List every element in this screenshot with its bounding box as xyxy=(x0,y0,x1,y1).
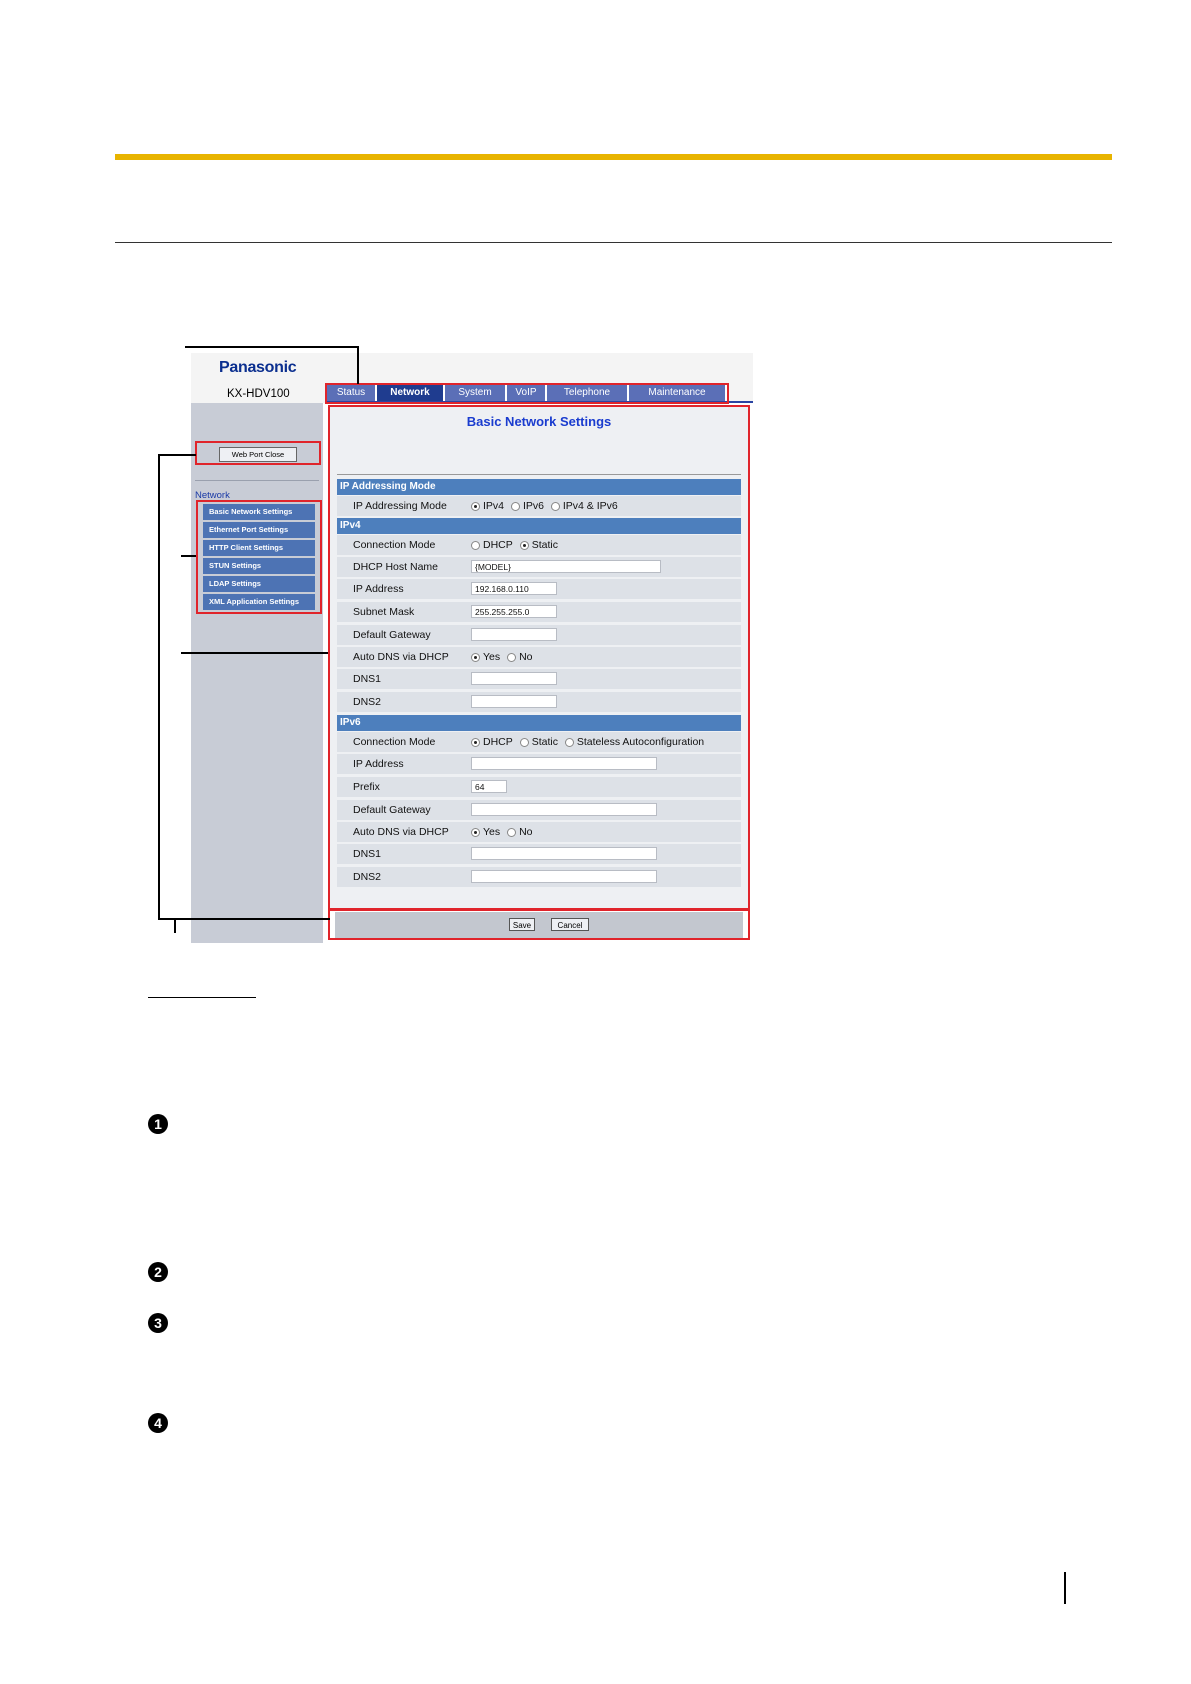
sidebar-divider xyxy=(195,480,319,481)
radio-label: Yes xyxy=(483,651,501,663)
field-label: IP Address xyxy=(353,583,404,595)
v4-subnet-mask-input[interactable]: 255.255.255.0 xyxy=(471,605,557,618)
web-port-close-button[interactable]: Web Port Close xyxy=(219,447,297,462)
sidebar-item-basic-network[interactable]: Basic Network Settings xyxy=(203,504,315,520)
sidebar-item-xml-application[interactable]: XML Application Settings xyxy=(203,594,315,610)
radio-label: DHCP xyxy=(483,736,513,748)
header-divider xyxy=(115,242,1112,243)
tab-system[interactable]: System xyxy=(445,385,507,401)
highlight-sidebar-menu xyxy=(196,500,322,614)
sidebar-item-ldap[interactable]: LDAP Settings xyxy=(203,576,315,592)
field-label: IP Addressing Mode xyxy=(353,500,447,512)
callout-number-1: 1 xyxy=(148,1114,168,1134)
tab-maintenance[interactable]: Maintenance xyxy=(629,385,727,401)
field-label: DNS2 xyxy=(353,871,382,883)
sidebar-item-ethernet-port[interactable]: Ethernet Port Settings xyxy=(203,522,315,538)
model-name: KX-HDV100 xyxy=(227,388,290,400)
highlight-action-bar xyxy=(328,909,750,940)
field-label: Auto DNS via DHCP xyxy=(353,651,449,663)
save-button[interactable]: Save xyxy=(509,918,535,931)
tab-voip[interactable]: VoIP xyxy=(507,385,547,401)
callout-number-4: 4 xyxy=(148,1413,168,1433)
highlight-tab-bar xyxy=(325,383,729,404)
leader-line-2 xyxy=(158,454,196,456)
field-label: Prefix xyxy=(353,781,380,793)
radio-label: Yes xyxy=(483,826,501,838)
sidebar xyxy=(191,403,323,943)
field-label: Connection Mode xyxy=(353,736,436,748)
radio-label: Static xyxy=(531,539,558,551)
v4-ip-address-input[interactable]: 192.168.0.110 xyxy=(471,582,557,595)
field-label: DNS1 xyxy=(353,848,382,860)
leader-line-4 xyxy=(158,918,330,920)
sidebar-item-http-client[interactable]: HTTP Client Settings xyxy=(203,540,315,556)
leader-line-settings xyxy=(181,652,328,654)
field-label: DNS2 xyxy=(353,696,382,708)
radio-label: IPv4 & IPv6 xyxy=(562,500,618,512)
v6-prefix-input[interactable]: 64 xyxy=(471,780,507,793)
v4-host-name-input[interactable]: {MODEL} xyxy=(471,560,661,573)
section-ipv4: IPv4 xyxy=(337,518,741,534)
leader-line-1 xyxy=(185,346,358,348)
tab-network[interactable]: Network xyxy=(377,385,445,401)
callout-number-2: 2 xyxy=(148,1262,168,1282)
leader-line-1-drop xyxy=(357,346,359,384)
section-short-rule xyxy=(148,997,256,998)
highlight-web-port-close xyxy=(195,441,321,465)
field-label: Auto DNS via DHCP xyxy=(353,826,449,838)
field-label: DNS1 xyxy=(353,673,382,685)
field-label: DHCP Host Name xyxy=(353,561,438,573)
field-label: IP Address xyxy=(353,758,404,770)
highlight-settings-area xyxy=(328,405,750,910)
header-yellow-rule xyxy=(115,154,1112,160)
leader-bracket xyxy=(158,454,160,920)
tab-status[interactable]: Status xyxy=(327,385,377,401)
leader-line-tick xyxy=(174,919,176,933)
cancel-button[interactable]: Cancel xyxy=(551,918,589,931)
leader-line-3 xyxy=(181,555,196,557)
radio-label: DHCP xyxy=(483,539,513,551)
page-title: Basic Network Settings xyxy=(466,414,612,429)
callout-number-3: 3 xyxy=(148,1313,168,1333)
section-ip-addressing-mode: IP Addressing Mode xyxy=(337,479,741,495)
radio-label: Stateless Autoconfiguration xyxy=(576,736,705,748)
radio-label: Static xyxy=(531,736,558,748)
radio-label: IPv4 xyxy=(483,500,505,512)
radio-label: IPv6 xyxy=(522,500,544,512)
web-ui-screenshot xyxy=(191,353,753,943)
radio-label: No xyxy=(519,651,533,663)
tab-telephone[interactable]: Telephone xyxy=(547,385,629,401)
section-ipv6: IPv6 xyxy=(337,715,741,731)
field-label: Connection Mode xyxy=(353,539,436,551)
field-label: Default Gateway xyxy=(353,804,431,816)
field-label: Default Gateway xyxy=(353,629,431,641)
sidebar-item-stun[interactable]: STUN Settings xyxy=(203,558,315,574)
field-label: Subnet Mask xyxy=(353,606,415,618)
radio-label: No xyxy=(519,826,533,838)
page-number-divider xyxy=(1064,1572,1066,1604)
brand-logo: Panasonic xyxy=(219,359,297,376)
sidebar-title: Network xyxy=(195,490,230,501)
